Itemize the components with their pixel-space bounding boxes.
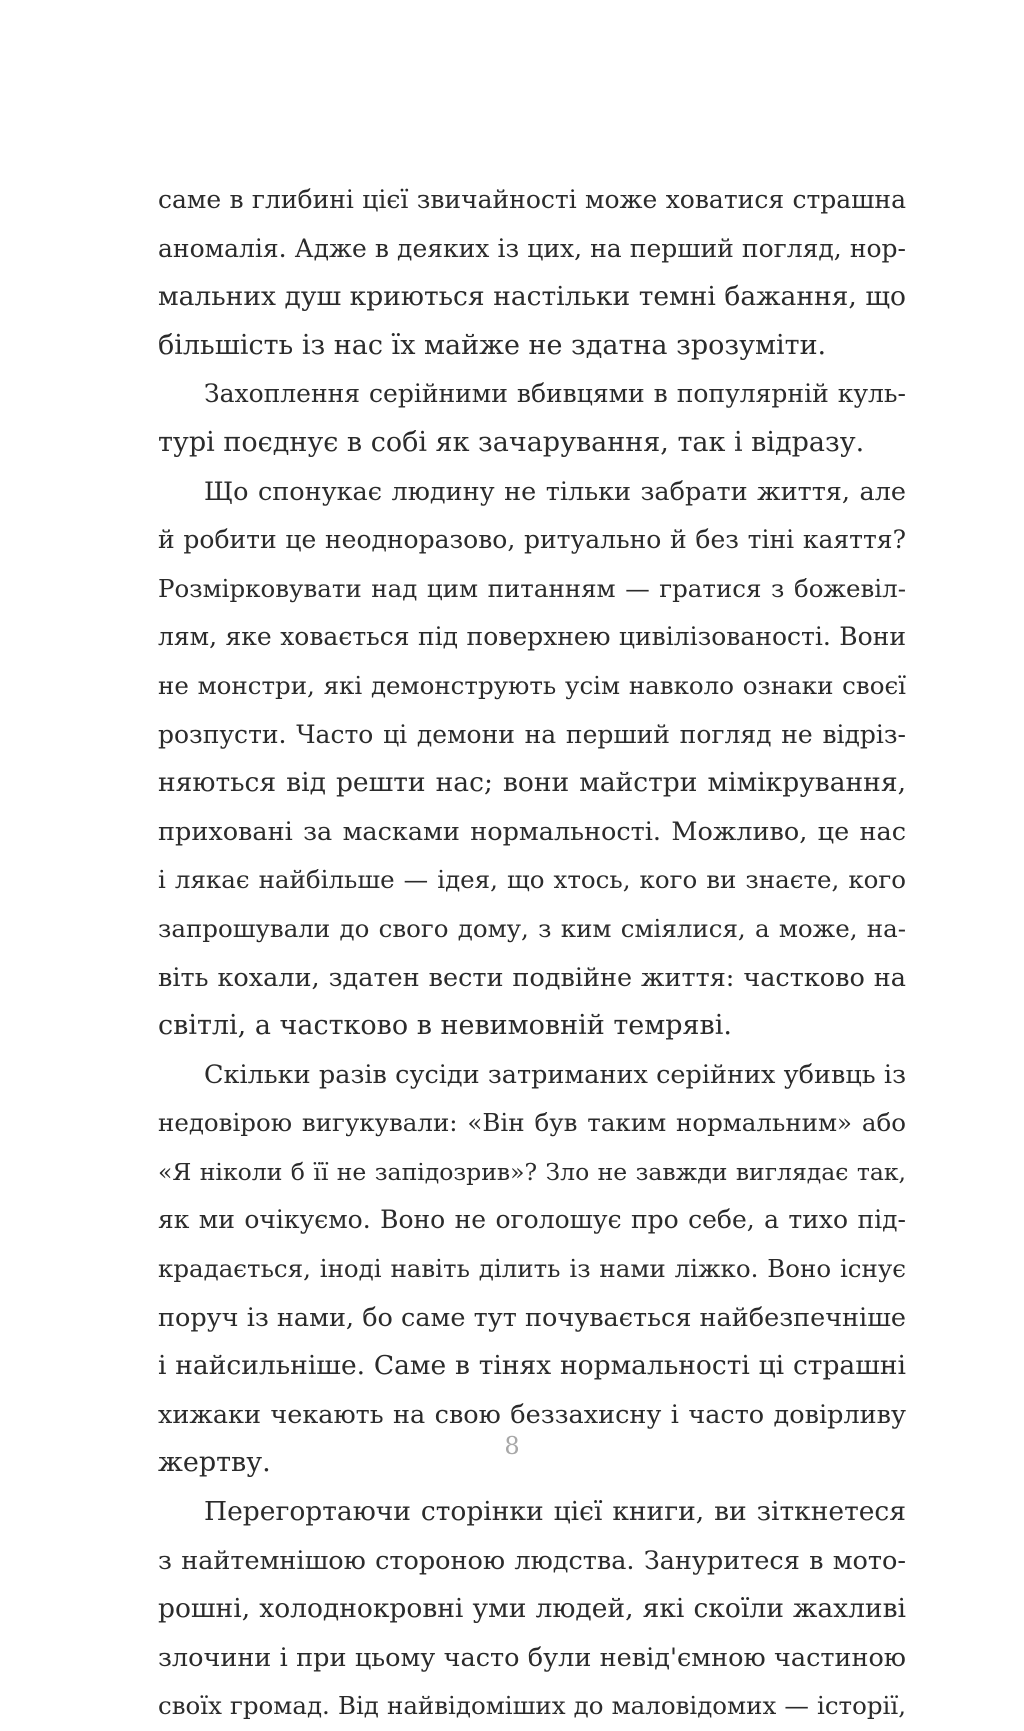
paragraph (158, 468, 906, 1051)
text-line: лям, яке ховається під поверхнею цивілізованості. Вони (158, 622, 906, 652)
text-line: і найсильніше. Саме в тінях нормальності ці страшні (158, 1350, 906, 1382)
text-line: крадається, іноді навіть ділить із нами ліжко. Воно існує (158, 1254, 906, 1284)
text-line: й робити це неодноразово, ритуально й без тіні каяття? (158, 525, 906, 555)
body-text (158, 176, 906, 1731)
text-line: своїх громад. Від найвідоміших до маловідомих — історії, (158, 1691, 906, 1721)
text-line: хижаки чекають на свою беззахисну і часто довірливу (158, 1399, 906, 1430)
text-line: аномалія. Адже в деяких із цих, на перший погляд, нор- (158, 233, 906, 263)
text-line: жертву. (158, 1447, 271, 1479)
text-line: як ми очікуємо. Воно не оголошує про себе, а тихо під- (158, 1205, 906, 1235)
text-line: віть кохали, здатен вести подвійне життя: частково на (158, 962, 906, 993)
paragraph (158, 370, 906, 467)
text-line: злочини і при цьому часто були невід'ємною частиною (158, 1642, 906, 1673)
text-line: Скільки разів сусіди затриманих серійних убивць із (204, 1059, 906, 1090)
text-line: рошні, холоднокровні уми людей, які скоїли жахливі (158, 1593, 906, 1625)
paragraph (158, 176, 906, 370)
text-line: не монстри, які демонструють усім навколо ознаки своєї (158, 670, 906, 700)
text-line: розпусти. Часто ці демони на перший погляд не відріз- (158, 719, 906, 749)
paragraph (158, 1051, 906, 1488)
text-line: поруч із нами, бо саме тут почувається найбезпечніше (158, 1302, 906, 1333)
text-line: більшість із нас їх майже не здатна зрозуміти. (158, 329, 827, 361)
text-line: Перегортаючи сторінки цієї книги, ви зіткнетеся (204, 1496, 906, 1528)
paragraph (158, 1488, 906, 1731)
text-line: няються від решти нас; вони майстри мімікрування, (158, 767, 906, 799)
text-line: приховані за масками нормальності. Можливо, це нас (158, 816, 906, 847)
text-line: Розмірковувати над цим питанням — гратися з божевіл- (158, 573, 906, 603)
text-line: і лякає найбільше — ідея, що хтось, кого ви знаєте, кого (158, 865, 906, 895)
text-line: недовірою вигукували: «Він був таким нормальним» або (158, 1108, 906, 1138)
text-line: запрошували до свого дому, з ким сміялися, а може, на- (158, 913, 906, 943)
text-line: саме в глибині цієї звичайності може ховатися страшна (158, 185, 906, 214)
text-line: турі поєднує в собі як зачарування, так і відразу. (158, 426, 865, 458)
text-line: мальних душ криються настільки темні бажання, що (158, 281, 906, 313)
text-line: «Я ніколи б її не запідозрив»? Зло не завжди виглядає так, (158, 1157, 906, 1186)
text-line: світлі, а частково в невимовній темряві. (158, 1010, 732, 1042)
text-line: з найтемнішою стороною людства. Зануритеся в мото- (158, 1545, 906, 1576)
text-line: Захоплення серійними вбивцями в популярній куль- (204, 379, 906, 409)
page-number: 8 (504, 1432, 520, 1460)
text-line: Що спонукає людину не тільки забрати життя, але (204, 476, 906, 507)
